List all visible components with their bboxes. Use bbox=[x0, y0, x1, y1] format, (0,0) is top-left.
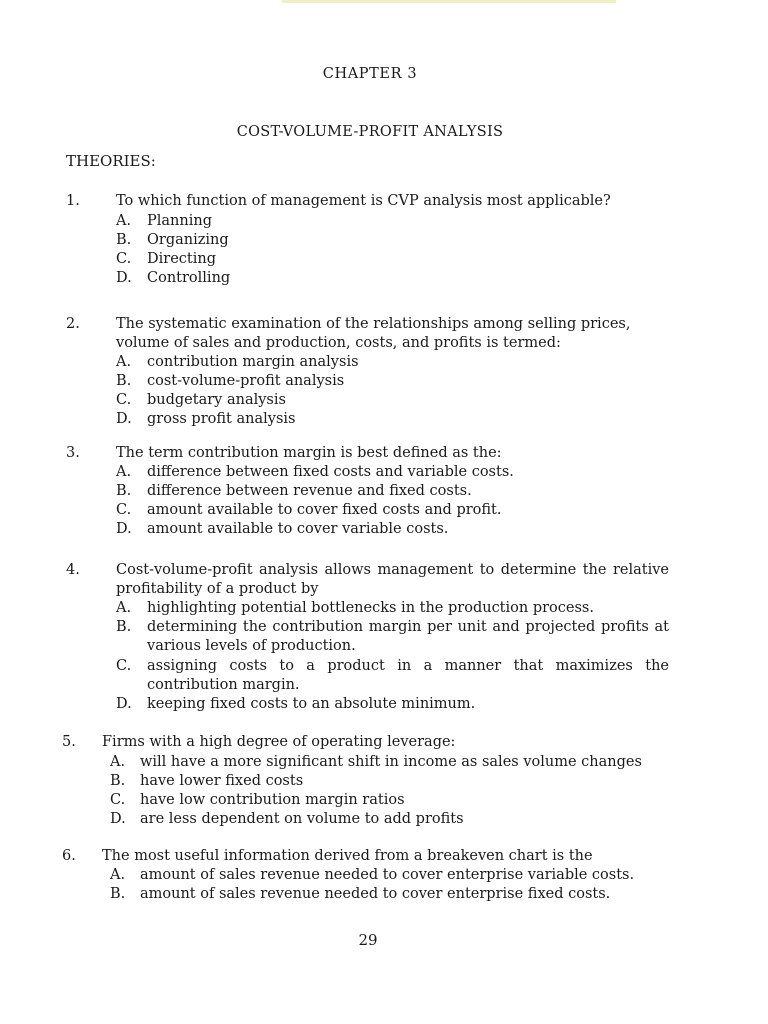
choice-a bbox=[116, 463, 656, 482]
question-stem: The systematic examination of the relationships among selling prices, volume of sales and production, costs, and profits is termed: bbox=[116, 316, 631, 351]
choice-letter: A. bbox=[116, 464, 132, 480]
choice-a bbox=[110, 866, 670, 885]
choice-a bbox=[116, 599, 676, 618]
question-number: 4. bbox=[66, 562, 80, 578]
choice-letter: C. bbox=[116, 502, 132, 518]
choice-c bbox=[110, 791, 670, 810]
choice-text: difference between fixed costs and variable costs. bbox=[147, 464, 514, 480]
question-stem: The term contribution margin is best defined as the: bbox=[116, 445, 502, 461]
choice-b bbox=[110, 885, 670, 904]
choice-letter: B. bbox=[110, 886, 126, 902]
chapter-title: COST-VOLUME-PROFIT ANALYSIS bbox=[236, 124, 504, 140]
choice-c bbox=[116, 657, 676, 695]
choice-b bbox=[116, 231, 656, 250]
choice-letter: C. bbox=[110, 792, 126, 808]
choice-text: Directing bbox=[147, 251, 216, 267]
choice-b bbox=[110, 772, 670, 791]
choice-letter: A. bbox=[110, 754, 126, 770]
choice-letter: D. bbox=[116, 411, 132, 427]
choice-text: budgetary analysis bbox=[147, 392, 286, 408]
choice-letter: D. bbox=[116, 270, 132, 286]
section-heading: THEORIES: bbox=[66, 152, 156, 170]
choice-letter: D. bbox=[116, 696, 132, 712]
question-number: 3. bbox=[66, 445, 80, 461]
choice-letter: C. bbox=[116, 658, 132, 674]
choice-d bbox=[110, 810, 670, 829]
choice-text: will have a more significant shift in income as sales volume changes bbox=[140, 754, 642, 770]
question-stem: To which function of management is CVP analysis most applicable? bbox=[116, 193, 611, 209]
choice-letter: A. bbox=[110, 867, 126, 883]
choice-d bbox=[116, 410, 656, 429]
choice-text: determining the contribution margin per unit and projected profits at various levels of production. bbox=[147, 619, 669, 654]
choice-letter: D. bbox=[116, 521, 132, 537]
choice-text: cost-volume-profit analysis bbox=[147, 373, 345, 389]
choice-letter: C. bbox=[116, 251, 132, 267]
choice-a bbox=[116, 212, 656, 231]
choice-text: highlighting potential bottlenecks in the production process. bbox=[147, 600, 594, 616]
choice-text: Controlling bbox=[147, 270, 231, 286]
choice-text: amount available to cover variable costs. bbox=[147, 521, 449, 537]
choice-a bbox=[110, 753, 670, 772]
question-3 bbox=[66, 444, 686, 544]
choice-text: have lower fixed costs bbox=[140, 773, 304, 789]
choice-letter: B. bbox=[110, 773, 126, 789]
page-number: 29 bbox=[358, 931, 378, 949]
chapter-heading: CHAPTER 3 bbox=[322, 66, 418, 82]
question-stem: The most useful information derived from a breakeven chart is the bbox=[102, 848, 593, 864]
question-number: 6. bbox=[62, 848, 76, 864]
choice-letter: B. bbox=[116, 232, 132, 248]
choice-letter: B. bbox=[116, 373, 132, 389]
choice-text: difference between revenue and fixed costs. bbox=[147, 483, 472, 499]
question-5 bbox=[62, 733, 682, 833]
choice-c bbox=[116, 250, 656, 269]
choice-text: amount of sales revenue needed to cover enterprise variable costs. bbox=[140, 867, 635, 883]
choice-text: contribution margin analysis bbox=[147, 354, 359, 370]
choice-d bbox=[116, 695, 676, 714]
choice-letter: A. bbox=[116, 213, 132, 229]
choice-b bbox=[116, 372, 656, 391]
choice-text: have low contribution margin ratios bbox=[140, 792, 405, 808]
choice-b bbox=[116, 618, 676, 656]
choice-text: Organizing bbox=[147, 232, 229, 248]
scan-edge-strip bbox=[282, 0, 616, 3]
choice-letter: A. bbox=[116, 354, 132, 370]
choice-text: Planning bbox=[147, 213, 212, 229]
choice-letter: A. bbox=[116, 600, 132, 616]
choice-letter: B. bbox=[116, 483, 132, 499]
question-4 bbox=[66, 561, 686, 721]
choice-text: amount of sales revenue needed to cover enterprise fixed costs. bbox=[140, 886, 611, 902]
choice-letter: D. bbox=[110, 811, 126, 827]
question-number: 1. bbox=[66, 193, 80, 209]
choice-text: keeping fixed costs to an absolute minimum. bbox=[147, 696, 476, 712]
choice-text: assigning costs to a product in a manner that maximizes the contribution margin. bbox=[147, 658, 669, 693]
choice-a bbox=[116, 353, 656, 372]
question-stem: Firms with a high degree of operating leverage: bbox=[102, 734, 456, 750]
choice-text: are less dependent on volume to add profits bbox=[140, 811, 464, 827]
choice-d bbox=[116, 520, 656, 539]
choice-text: gross profit analysis bbox=[147, 411, 296, 427]
choice-letter: B. bbox=[116, 619, 132, 635]
question-stem: Cost-volume-profit analysis allows management to determine the relative profitability of a product by bbox=[116, 562, 669, 597]
question-1 bbox=[66, 192, 686, 292]
choice-letter: C. bbox=[116, 392, 132, 408]
choice-c bbox=[116, 391, 656, 410]
choice-c bbox=[116, 501, 656, 520]
choice-b bbox=[116, 482, 656, 501]
question-6 bbox=[62, 847, 682, 907]
question-2 bbox=[66, 315, 686, 430]
choice-d bbox=[116, 269, 656, 288]
question-number: 2. bbox=[66, 316, 80, 332]
question-number: 5. bbox=[62, 734, 76, 750]
choice-text: amount available to cover fixed costs and profit. bbox=[147, 502, 502, 518]
